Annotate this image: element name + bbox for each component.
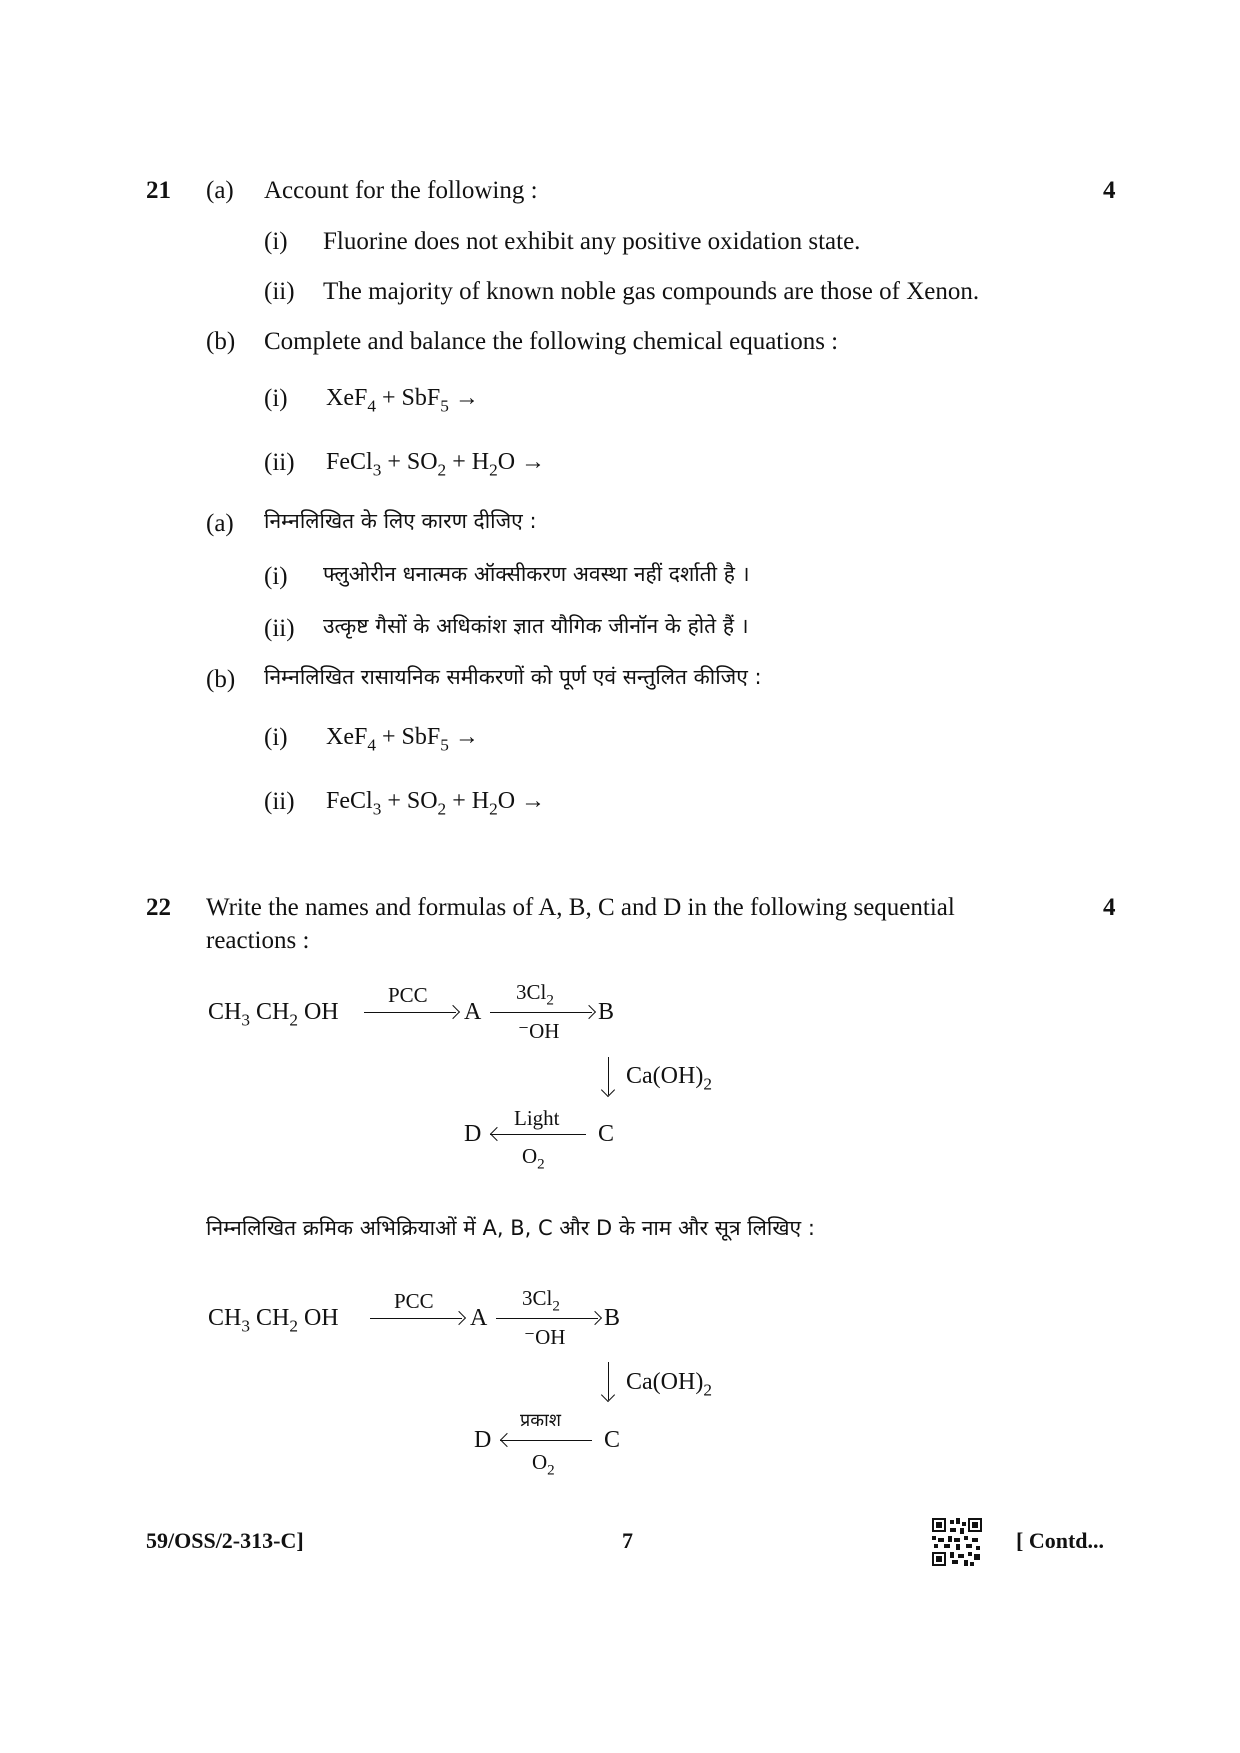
q22-en-line1: Write the names and formulas of A, B, C and D in the following sequential [206, 894, 955, 921]
arrow-a-to-b [496, 1318, 598, 1319]
page-number: 7 [622, 1528, 633, 1553]
q21-en-a-label: (a) [206, 177, 234, 204]
reagent-pcc: PCC [388, 983, 428, 1007]
q21-hi-a-i-text: फ्लुओरीन धनात्मक ऑक्सीकरण अवस्था नहीं दर्शाती है । [323, 562, 750, 586]
q21-hi-a-label: (a) [206, 510, 234, 537]
reagent-hydroxide: ⁻OH [524, 1325, 566, 1349]
q21-hi-b-ii-label: (ii) [264, 788, 295, 815]
ethanol-formula: $CH_3$ $CH_2$ OH [208, 1305, 339, 1336]
arrow-ethanol-to-a [370, 1318, 462, 1319]
reagent-o2: $O_2$ [532, 1450, 555, 1479]
reagent-hydroxide: ⁻OH [518, 1019, 560, 1043]
q21-hi-a-i-label: (i) [264, 563, 288, 590]
arrow-head [446, 1005, 460, 1019]
arrow-head [601, 1083, 615, 1097]
equation-fecl3-so2-h2o: FeCl$_3$ + $SO_2 + H_2O$ → [326, 449, 546, 480]
q21-en-a-i-label: (i) [264, 228, 288, 255]
reagent-3cl2: $3Cl_2$ [516, 980, 554, 1009]
compound-a: A [464, 999, 482, 1025]
marks-21: 4 [1103, 177, 1116, 204]
continued-label: [ Contd... [1016, 1528, 1105, 1553]
qr-code-icon [932, 1518, 982, 1566]
arrow-a-to-b [490, 1012, 592, 1013]
equation-xef4-sbf5: XeF$_4$ + SbF$_5$ → [326, 385, 479, 416]
q21-en-a-text: Account for the following : [264, 177, 538, 204]
compound-b: B [598, 999, 615, 1025]
arrow-head [582, 1005, 596, 1019]
q21-hi-a-ii-label: (ii) [264, 615, 295, 642]
question-number-21: 21 [146, 177, 171, 204]
equation-xef4-sbf5-hi: XeF$_4$ + SbF$_5$ → [326, 724, 479, 755]
arrow-head [601, 1388, 615, 1402]
reagent-caoh2: $Ca(OH)_2$ [626, 1369, 712, 1400]
q21-en-a-ii-label: (ii) [264, 278, 295, 305]
reagent-light: Light [514, 1106, 560, 1130]
reagent-caoh2: $Ca(OH)_2$ [626, 1063, 712, 1094]
compound-d: D [464, 1121, 482, 1147]
q22-hi-text: निम्नलिखित क्रमिक अभिक्रियाओं में A, B, C और D के नाम और सूत्र लिखिए : [206, 1216, 815, 1240]
paper-code: 59/OSS/2-313-C] [146, 1528, 304, 1553]
q21-hi-a-text: निम्नलिखित के लिए कारण दीजिए : [264, 509, 537, 533]
marks-22: 4 [1103, 894, 1116, 921]
q21-hi-b-label: (b) [206, 666, 236, 693]
arrow-head [452, 1311, 466, 1325]
q21-en-a-ii-text: The majority of known noble gas compounds are those of Xenon. [323, 278, 980, 305]
q21-en-b-text: Complete and balance the following chemical equations : [264, 328, 839, 355]
reagent-light-hindi: प्रकाश [520, 1410, 561, 1431]
arrow-head [500, 1433, 514, 1447]
q21-hi-a-ii-text: उत्कृष्ट गैसों के अधिकांश ज्ञात यौगिक जीनॉन के होते हैं । [323, 614, 749, 638]
q21-en-a-i-text: Fluorine does not exhibit any positive oxidation state. [323, 228, 861, 255]
q22-en-line2: reactions : [206, 927, 310, 954]
q21-hi-b-text: निम्नलिखित रासायनिक समीकरणों को पूर्ण एवं सन्तुलित कीजिए : [264, 665, 762, 689]
compound-c: C [604, 1427, 621, 1453]
arrow-ethanol-to-a [364, 1012, 456, 1013]
reagent-pcc: PCC [394, 1289, 434, 1313]
ethanol-formula: $CH_3$ $CH_2$ OH [208, 999, 339, 1030]
compound-b: B [604, 1305, 621, 1331]
q21-en-b-ii-label: (ii) [264, 449, 295, 476]
compound-a: A [470, 1305, 488, 1331]
reagent-3cl2: $3Cl_2$ [522, 1286, 560, 1315]
reagent-o2: $O_2$ [522, 1144, 545, 1173]
q21-hi-b-i-label: (i) [264, 724, 288, 751]
q21-en-b-i-label: (i) [264, 385, 288, 412]
q21-en-b-label: (b) [206, 328, 236, 355]
compound-c: C [598, 1121, 615, 1147]
equation-fecl3-so2-h2o-hi: FeCl$_3$ + $SO_2 + H_2O$ → [326, 788, 546, 819]
arrow-head [588, 1311, 602, 1325]
compound-d: D [474, 1427, 492, 1453]
arrow-head [490, 1127, 504, 1141]
question-number-22: 22 [146, 894, 171, 921]
arrow-c-to-d [490, 1134, 586, 1135]
